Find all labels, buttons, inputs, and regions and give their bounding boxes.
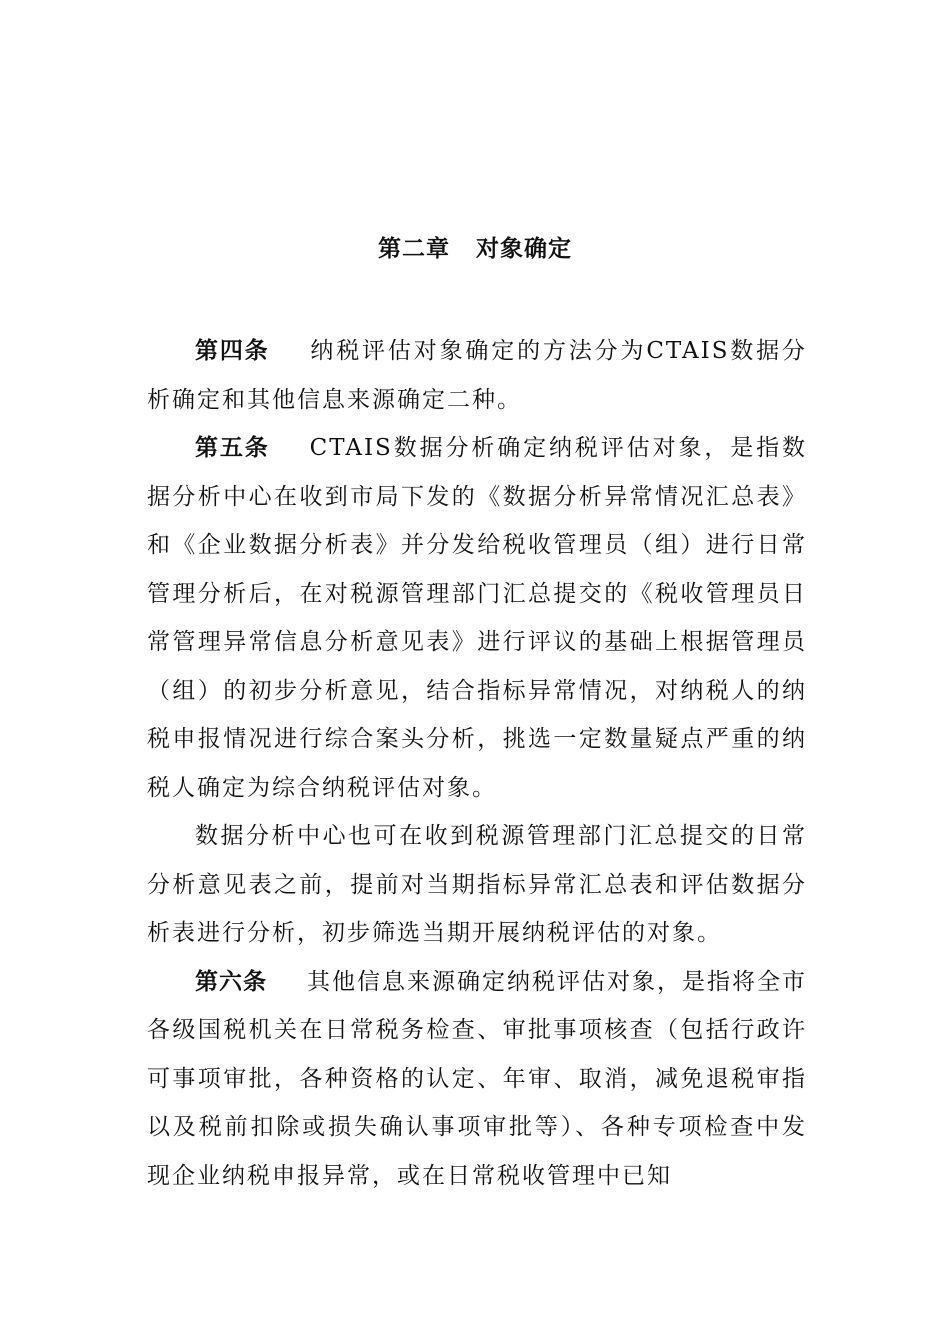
article-5-text: CTAIS数据分析确定纳税评估对象，是指数据分析中心在收到市局下发的《数据分析异常情况汇总表》和《企业数据分析表》并分发给税收管理员（组）进行日常管理分析后，在对税源管理部门汇总提交的《税收管理员日常管理异常信息分析意见表》进行评议的基础上根据管理员（组）的初步分析意见，结合指标异常情况，对纳税人的纳税申报情况进行综合案头分析，挑选一定数量疑点严重的纳税人确定为综合纳税评估对象。 (147, 435, 808, 801)
article-4-number: 第四条 (195, 338, 270, 364)
article-5-continuation-text: 数据分析中心也可在收到税源管理部门汇总提交的日常分析意见表之前，提前对当期指标异常汇总表和评估数据分析表进行分析，初步筛选当期开展纳税评估的对象。 (147, 823, 807, 946)
article-6-paragraph (147, 958, 807, 1201)
article-5-number: 第五条 (195, 435, 270, 461)
article-5-paragraph (147, 424, 807, 812)
document-body (147, 327, 807, 1200)
article-5-continuation-paragraph (147, 812, 807, 958)
article-6-number: 第六条 (195, 968, 267, 995)
chapter-number: 第二章 (378, 236, 450, 262)
article-6-text: 其他信息来源确定纳税评估对象，是指将全市各级国税机关在日常税务检查、审批事项核查（包括行政许可事项审批，各种资格的认定、年审、取消，减免退税审指以及税前扣除或损失确认事项审批等）、各种专项检查中发现企业纳税申报异常，或在日常税收管理中已知 (147, 968, 807, 1189)
article-4-paragraph (147, 327, 807, 424)
chapter-heading (0, 232, 950, 266)
chapter-title: 对象确定 (476, 236, 572, 262)
article-4-text: 纳税评估对象确定的方法分为CTAIS数据分析确定和其他信息来源确定二种。 (147, 338, 807, 413)
